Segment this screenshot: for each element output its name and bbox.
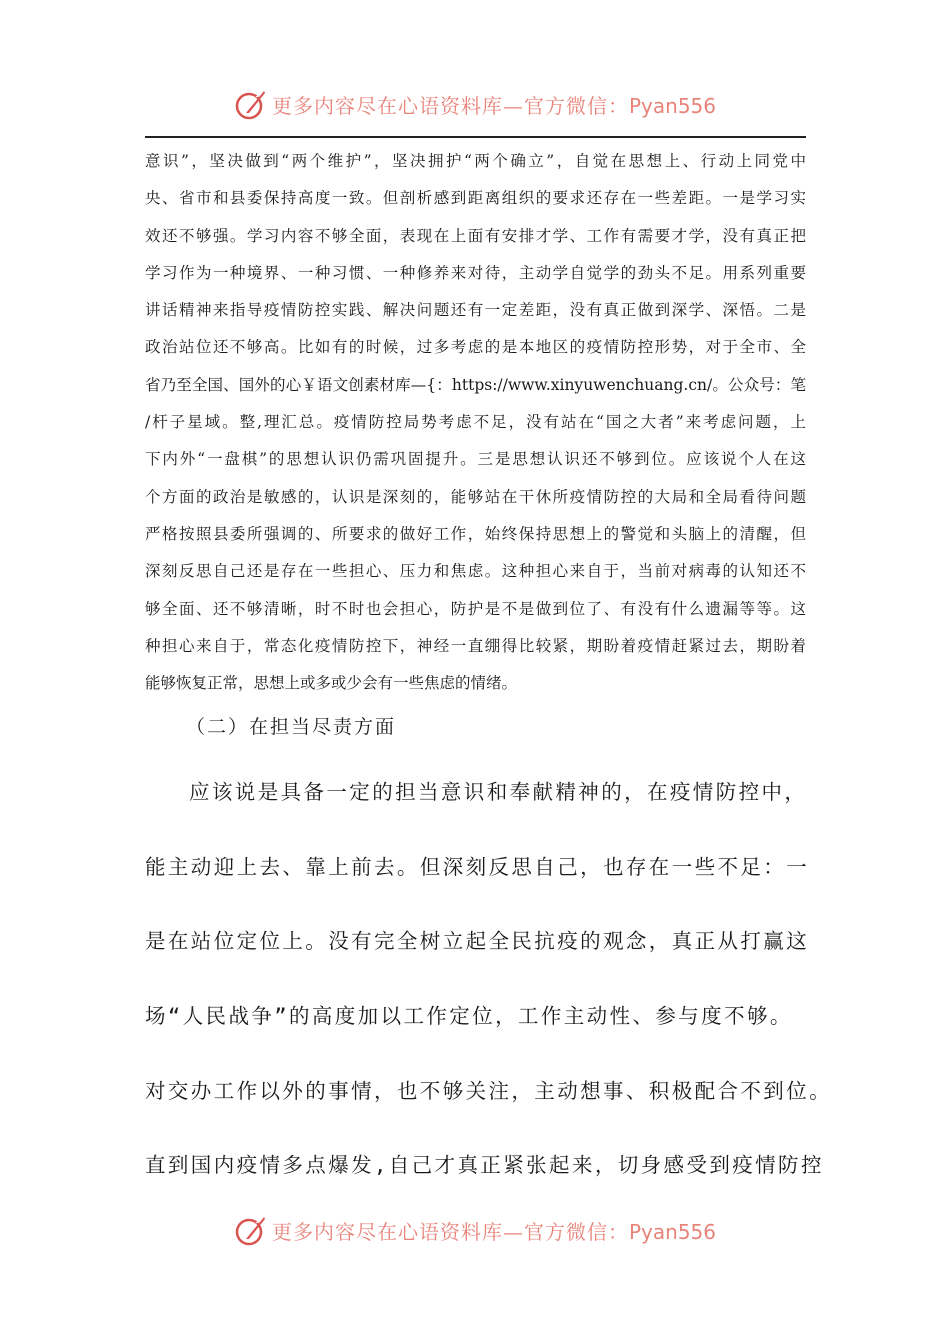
body-line: /杆子星域。整,理汇总。疫情防控局势考虑不足，没有站在“国之大者”来考虑问题，上 [145,413,806,432]
section-line: 场“人民战争”的高度加以工作定位，工作主动性、参与度不够。 [145,1004,793,1029]
footer-wechat-id: Pyan556 [628,1219,716,1244]
body-line: 央、省市和县委保持高度一致。但剖析感到距离组织的要求还存在一些差距。一是学习实 [145,189,806,208]
quill-pen-logo-icon [234,1213,268,1247]
body-line: 下内外“一盘棋”的思想认识仍需巩固提升。三是思想认识还不够到位。应该说个人在这 [145,450,806,469]
header-rule [145,136,806,138]
section-heading: （二）在担当尽责方面 [186,716,397,738]
body-line: 意识”，坚决做到“两个维护”，坚决拥护“两个确立”，自觉在思想上、行动上同党中 [145,152,806,170]
body-line: 效还不够强。学习内容不够全面，表现在上面有安排才学、工作有需要才学，没有真正把 [145,226,806,245]
footer-banner-text: 更多内容尽在心语资料库—官方微信：Pyan556 [271,1219,716,1244]
body-line: 种担心来自于，常态化疫情防控下，神经一直绷得比较紧，期盼着疫情赶紧过去，期盼着 [145,636,806,655]
body-line: 讲话精神来指导疫情防控实践、解决问题还有一定差距，没有真正做到深学、深悟。二是 [145,301,806,320]
section-line: 对交办工作以外的事情，也不够关注，主动想事、积极配合不到位。 [145,1078,832,1103]
body-line: 学习作为一种境界、一种习惯、一种修养来对待，主动学自觉学的劲头不足。用系列重要 [145,263,806,282]
body-line: 严格按照县委所强调的、所要求的做好工作，始终保持思想上的警觉和头脑上的清醒，但 [145,524,806,543]
header-banner-text: 更多内容尽在心语资料库—官方微信：Pyan556 [271,93,716,118]
body-line: 省乃至全国、国外的心￥语文创素材库—{：https://www.xinyuwenchuang.cn/。公众号：笔 [145,375,806,394]
body-line: 政治站位还不够高。比如有的时候，过多考虑的是本地区的疫情防控形势，对于全市、全 [145,338,806,357]
section-line: 是在站位定位上。没有完全树立起全民抗疫的观念，真正从打赢这 [145,929,810,954]
section-paragraph [145,768,832,1216]
body-line: 够全面、还不够清晰，时不时也会担心，防护是不是做到位了、有没有什么遗漏等等。这 [145,599,806,618]
body-line: 深刻反思自己还是存在一些担心、压力和焦虑。这种担心来自于，当前对病毒的认知还不 [145,562,806,581]
quill-pen-logo-icon [234,87,268,121]
body-line: 个方面的政治是敏感的，认识是深刻的，能够站在干休所疫情防控的大局和全局看待问题 [145,487,806,506]
header-banner [0,82,950,126]
header-wechat-id: Pyan556 [628,93,716,118]
section-line: 能主动迎上去、靠上前去。但深刻反思自己，也存在一些不足：一 [145,854,810,879]
body-line: 能够恢复正常，思想上或多或少会有一些焦虑的情绪。 [145,674,518,693]
section-line: 应该说是具备一定的担当意识和奉献精神的，在疫情防控中， [189,780,808,804]
body-paragraph [145,143,806,702]
section-line: 直到国内疫情多点爆发,自己才真正紧张起来，切身感受到疫情防控 [145,1153,824,1178]
footer-banner [0,1208,950,1252]
